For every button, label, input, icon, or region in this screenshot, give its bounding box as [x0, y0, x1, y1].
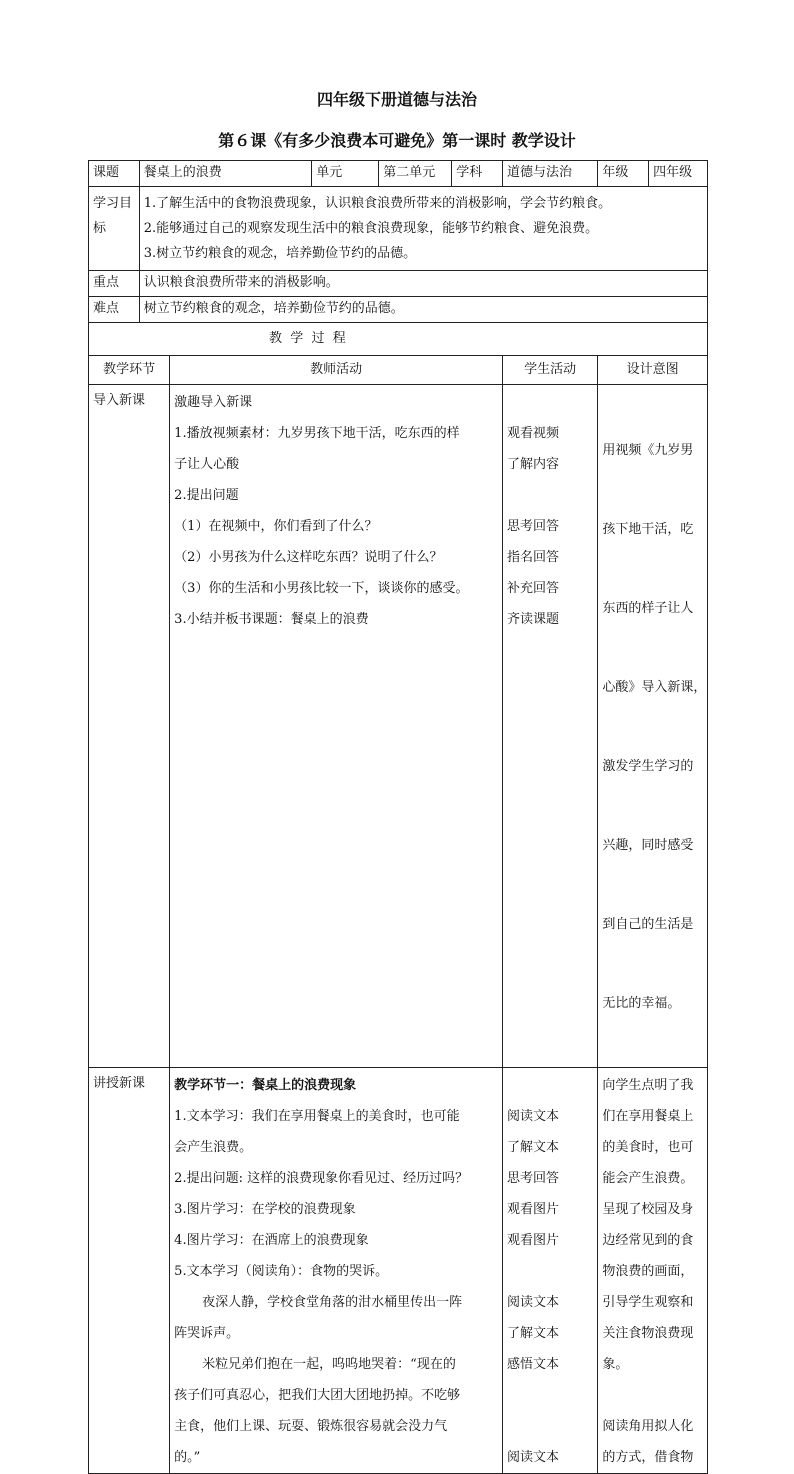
goal-item: 1.了解生活中的食物浪费现象，认识粮食浪费所带来的消极影响，学会节约粮食。	[143, 196, 612, 211]
intent-line: 的美食时，也可	[602, 1140, 694, 1155]
teacher-line: （3）你的生活和小男孩比较一下，谈谈你的感受。	[174, 581, 469, 596]
intent-line: 激发学生学习的	[602, 759, 694, 774]
teacher-line: 激趣导入新课	[174, 395, 253, 410]
student-intro	[502, 385, 597, 1068]
intent-line: 孩下地干活，吃	[602, 522, 694, 537]
teacher-line: 2.提出问题	[174, 488, 239, 503]
stage-new-lesson: 讲授新课	[89, 1068, 170, 1474]
student-line: 感悟文本	[506, 1357, 559, 1372]
teacher-line: （2）小男孩为什么这样吃东西？说明了什么？	[174, 550, 443, 565]
intent-line: 用视频《九岁男	[602, 443, 694, 458]
intent-line: 们在享用餐桌上	[602, 1109, 694, 1124]
document-title: 四年级下册道德与法治	[316, 90, 477, 109]
teacher-line: 子让人心酸	[174, 457, 240, 472]
student-line: 思考回答	[506, 1171, 559, 1186]
intent-line: 象。	[602, 1357, 629, 1372]
topic-value: 餐桌上的浪费	[139, 161, 312, 187]
difficulty-label: 难点	[89, 297, 140, 323]
goals-content	[139, 187, 707, 271]
lesson-plan-table	[88, 160, 708, 1474]
student-line: 阅读文本	[506, 1450, 559, 1465]
goal-item: 2.能够通过自己的观察发现生活中的粮食浪费现象，能够节约粮食、避免浪费。	[143, 221, 599, 236]
unit-label: 单元	[312, 161, 379, 187]
student-line: 补充回答	[506, 581, 559, 596]
teacher-line: 3.小结并板书课题：餐桌上的浪费	[174, 612, 369, 627]
intent-line: 关注食物浪费现	[602, 1326, 694, 1341]
grade-label: 年级	[598, 161, 649, 187]
header-intent: 设计意图	[598, 356, 708, 385]
goal-item: 3.树立节约粮食的观念，培养勤俭节约的品德。	[143, 246, 417, 261]
teacher-line: 1.文本学习：我们在享用餐桌上的美食时，也可能	[174, 1109, 460, 1124]
key-point-row	[89, 271, 708, 297]
student-line	[507, 1256, 593, 1287]
teacher-line: 3.图片学习：在学校的浪费现象	[174, 1202, 356, 1217]
teacher-line: 1.播放视频素材：九岁男孩下地干活，吃东西的样	[174, 426, 460, 441]
teacher-line: 孩子们可真忍心，把我们大团大团地扔掉。不吃够	[174, 1388, 461, 1403]
teacher-line: 米粒兄弟们抱在一起，呜呜地哭着：“现在的	[202, 1357, 456, 1372]
lesson-subtitle: 第６课《有多少浪费本可避免》第一课时 教学设计	[218, 131, 576, 150]
student-line: 观看图片	[506, 1233, 559, 1248]
student-line	[507, 1411, 593, 1442]
student-line: 阅读文本	[506, 1295, 559, 1310]
intent-line: 呈现了校园及身	[602, 1202, 694, 1217]
student-line	[507, 387, 593, 418]
difficulty-text: 树立节约粮食的观念，培养勤俭节约的品德。	[139, 297, 707, 323]
intent-line: 心酸》导入新课，	[602, 680, 707, 695]
header-student: 学生活动	[502, 356, 597, 385]
grade-value: 四年级	[649, 161, 708, 187]
teacher-line: 的。”	[174, 1450, 201, 1465]
unit-value: 第二单元	[379, 161, 452, 187]
topic-label: 课题	[89, 161, 140, 187]
intent-new-lesson	[598, 1068, 708, 1474]
intent-line: 边经常见到的食	[602, 1233, 694, 1248]
student-line: 阅读文本	[506, 1109, 559, 1124]
info-row	[89, 161, 708, 187]
intent-line: 无比的幸福。	[602, 996, 681, 1011]
intent-line	[602, 1380, 703, 1411]
goals-row	[89, 187, 708, 271]
student-new-lesson	[502, 1068, 597, 1474]
intent-line: 的方式，借食物	[602, 1450, 694, 1465]
teacher-line: 主食，他们上课、玩耍、锻炼很容易就会没力气	[174, 1419, 448, 1434]
header-teacher: 教师活动	[170, 356, 503, 385]
student-line	[507, 480, 593, 511]
intent-line: 东西的样子让人	[602, 601, 694, 616]
student-line: 观看图片	[506, 1202, 559, 1217]
stage-intro: 导入新课	[89, 385, 170, 1068]
intent-intro	[598, 385, 708, 1068]
subject-label: 学科	[452, 161, 503, 187]
intent-line: 阅读角用拟人化	[602, 1419, 694, 1434]
student-line: 了解文本	[506, 1326, 559, 1341]
teacher-line: 5.文本学习（阅读角）：食物的哭诉。	[174, 1264, 389, 1279]
teacher-line: （1）在视频中，你们看到了什么？	[174, 519, 378, 534]
student-line: 观看视频	[506, 426, 559, 441]
intent-line: 到自己的生活是	[602, 917, 694, 932]
student-line: 思考回答	[506, 519, 559, 534]
teacher-line: 2.提出问题: 这样的浪费现象你看见过、经历过吗？	[174, 1171, 469, 1186]
teacher-new-lesson	[170, 1068, 503, 1474]
intent-line: 向学生点明了我	[602, 1078, 694, 1093]
intent-line: 能会产生浪费。	[602, 1171, 694, 1186]
process-title: 教 学 过 程	[89, 323, 708, 356]
student-line: 齐读课题	[506, 612, 559, 627]
key-point-label: 重点	[89, 271, 140, 297]
header-row	[89, 356, 708, 385]
teacher-line: 教学环节一：餐桌上的浪费现象	[174, 1078, 357, 1093]
section-intro-row	[89, 385, 708, 1068]
intent-line: 兴趣，同时感受	[602, 838, 694, 853]
key-point-text: 认识粮食浪费所带来的消极影响。	[139, 271, 707, 297]
teacher-line: 阵哭诉声。	[174, 1326, 240, 1341]
student-line	[507, 1380, 593, 1411]
difficulty-row	[89, 297, 708, 323]
student-line: 了解文本	[506, 1140, 559, 1155]
subject-value: 道德与法治	[502, 161, 597, 187]
process-title-row	[89, 323, 708, 356]
teacher-line: 会产生浪费。	[174, 1140, 253, 1155]
intent-line: 物浪费的画面，	[602, 1264, 694, 1279]
intent-line: 引导学生观察和	[602, 1295, 694, 1310]
student-line	[507, 1070, 593, 1101]
teacher-intro	[170, 385, 503, 1068]
teacher-line: 4.图片学习：在酒席上的浪费现象	[174, 1233, 369, 1248]
student-line: 了解内容	[506, 457, 559, 472]
teacher-line: 夜深人静，学校食堂角落的泔水桶里传出一阵	[202, 1295, 463, 1310]
goals-label: 学习目标	[89, 187, 140, 271]
section-new-lesson-row	[89, 1068, 708, 1474]
header-stage: 教学环节	[89, 356, 170, 385]
student-line: 指名回答	[506, 550, 559, 565]
